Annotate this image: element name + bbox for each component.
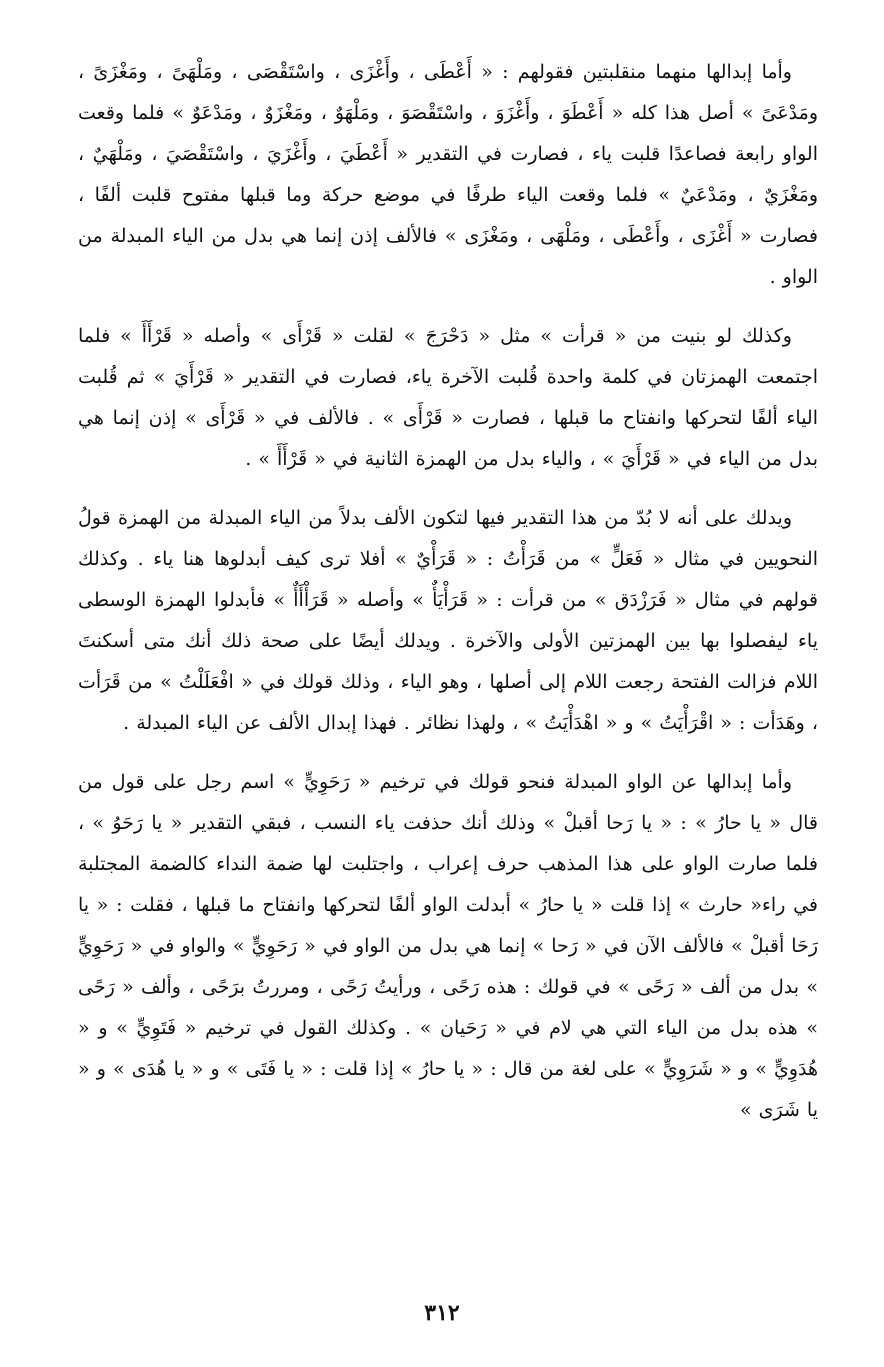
paragraph-2: وكذلك لو بنيت من « قرأت » مثل « دَحْرَجَ » لقلت « قَرْأَى » وأصله « قَرْأَأَ » فلما اجتمعت الهمزتان في كلمة واحدة قُلبت الآخرة ياء، فصارت في التقدير « قَرْأَيَ » ثم قُلبت الياء ألفًا لتحركها وانفتاح ما قبلها ، فصارت « قَرْأَى » . فالألف في « قَرْأَى » إذن إنما هي بدل من الياء في « قَرْأَيَ » ، والياء بدل من الهمزة الثانية في « قَرْأَأَ » . [78,325,818,470]
page-number: ٣١٢ [424,1300,460,1326]
paragraph-4: وأما إبدالها عن الواو المبدلة فنحو قولك في ترخيم « رَحَوِيٍّ » اسم رجل على قول من قال « يا حارُ » : « يا رَحا أقبلْ » وذلك أنك حذفت ياء النسب ، فبقي التقدير « يا رَحَوُ » ، فلما صارت الواو على هذا المذهب حرف إعراب ، واجتلبت لها ضمة النداء كالضمة المجتلبة في راء« حارث » إذا قلت « يا حارُ » أبدلت الواو ألفًا لتحركها وانفتاح ما قبلها ، فقلت : « يا رَحَا أقبلْ » فالألف الآن في « رَحا » إنما هي بدل من الواو في « رَحَوِيٍّ » والواو في « رَحَوِيٍّ » بدل من ألف « رَحًى » في قولك : هذه رَحًى ، ورأيتُ رَحًى ، ومررتُ برَحًى ، وألف « رَحًى » هذه بدل من الياء التي هي لام في « رَحَيان » . وكذلك القول في ترخيم « فَتَوِيٍّ » و « هُدَوِيٍّ » و « شَرَوِيٍّ » على لغة من قال : « يا حارُ » إذا قلت : « يا فَتَى » و « يا هُدَى » و « يا شَرَى » [78,771,819,1121]
page-body [78,52,818,1131]
paragraph-1: وأما إبدالها منهما منقلبتين فقولهم : « أَعْطَى ، وأَغْزَى ، واسْتَقْصَى ، ومَلْهَىً ، ومَغْزَىً ، ومَدْعَىً » أصل هذا كله « أَعْطَوَ ، وأَغْزَوَ ، واسْتَقْصَوَ ، ومَلْهَوٌ ، ومَغْزَوٌ ، ومَدْعَوٌ » فلما وقعت الواو رابعة فصاعدًا قلبت ياء ، فصارت في التقدير « أَعْطَيَ ، وأَغْزَيَ ، واسْتَقْصَيَ ، ومَلْهَيٌ ، ومَغْزَيٌ ، ومَدْعَيٌ » فلما وقعت الياء طرفًا في موضع حركة وما قبلها مفتوح قلبت ألفًا ، فصارت « أَغْزَى ، وأَعْطَى ، ومَلْهَى ، ومَغْزَى » فالألف إذن إنما هي بدل من الياء المبدلة من الواو . [78,61,818,288]
paragraph-3: ويدلك على أنه لا بُدّ من هذا التقدير فيها لتكون الألف بدلاً من الياء المبدلة من الهمزة قولُ النحويين في مثال « فَعَلٍّ » من قَرَأْتُ : « قَرَأْيٌ » أفلا ترى كيف أبدلوها هنا ياء . وكذلك قولهم في مثال « فَرَزْدَق » من قرأت : « قَرَأْيَأٌ » وأصله « قَرَأْأَأٌ » فأبدلوا الهمزة الوسطى ياء ليفصلوا بها بين الهمزتين الأولى والآخرة . ويدلك أيضًا على صحة ذلك أنك متى أسكنتَ اللام فزالت الفتحة رجعت اللام إلى أصلها ، وهو الياء ، وذلك قولك في « افْعَلَلْتُ » من قَرَأت ، وهَدَأت : « اقْرَأْيَتُ » و « اهْدَأْيَتُ » ، ولهذا نظائر . فهذا إبدال الألف عن الياء المبدلة . [78,507,818,734]
